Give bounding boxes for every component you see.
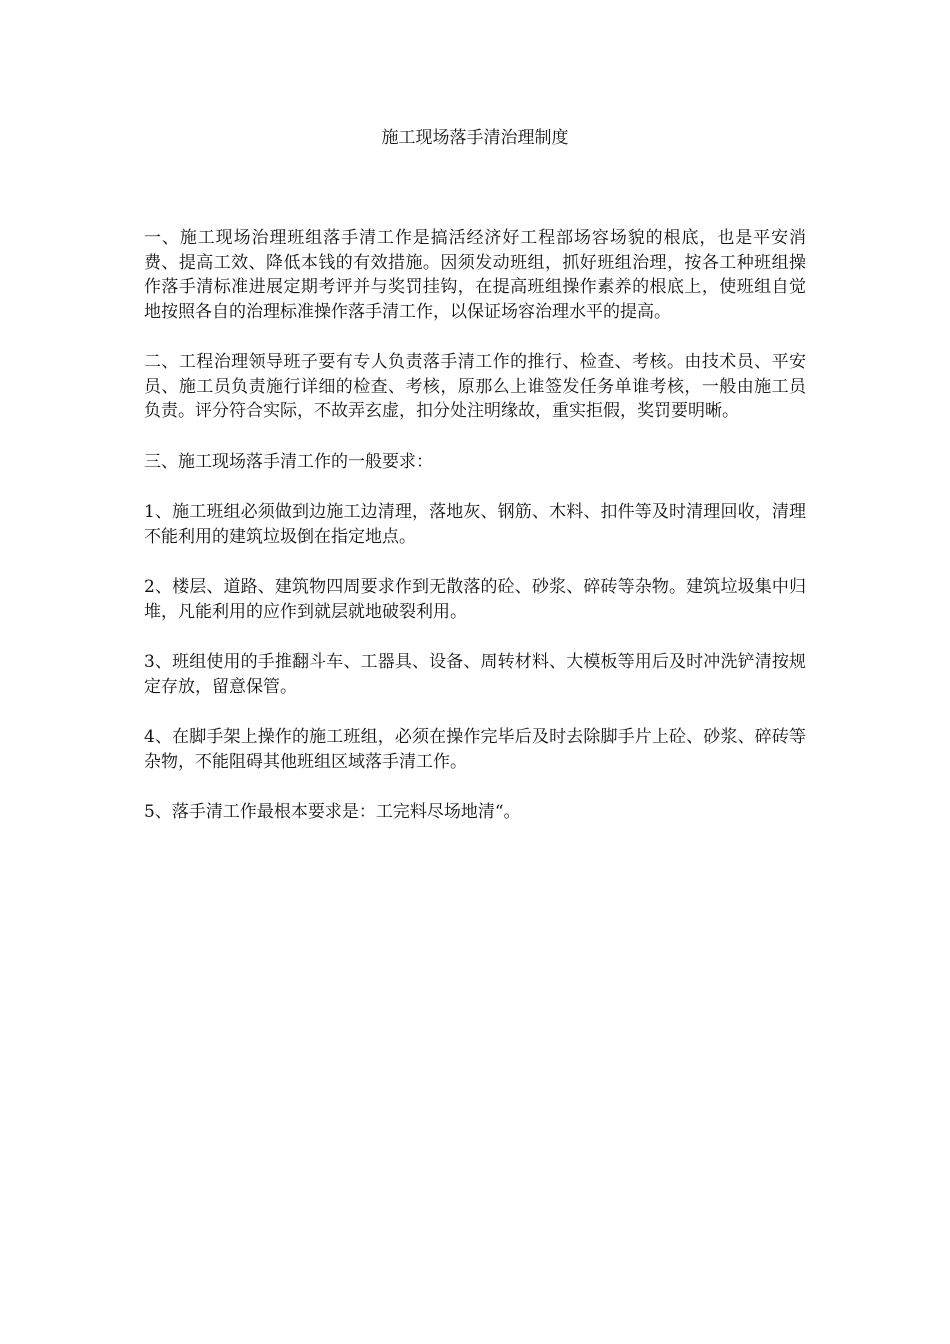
paragraph-3: 三、施工现场落手清工作的一般要求： bbox=[144, 451, 433, 472]
document-title: 施工现场落手清治理制度 bbox=[381, 128, 569, 148]
paragraph-5: 2、楼层、道路、建筑物四周要求作到无散落的砼、砂浆、碎砖等杂物。建筑垃圾集中归堆，凡能利用的应作到就层就地破裂利用。 bbox=[144, 577, 806, 622]
paragraph-8: 5、落手清工作最根本要求是：工完料尽场地清“。 bbox=[144, 802, 521, 822]
paragraph-6: 3、班组使用的手推翻斗车、工器具、设备、周转材料、大模板等用后及时冲洗铲清按规定存放，留意保管。 bbox=[144, 652, 806, 697]
paragraph-7: 4、在脚手架上操作的施工班组，必须在操作完毕后及时去除脚手片上砼、砂浆、碎砖等杂物，不能阻碍其他班组区域落手清工作。 bbox=[144, 727, 806, 772]
paragraph-2: 二、工程治理领导班子要有专人负责落手清工作的推行、检查、考核。由技术员、平安员、施工员负责施行详细的检查、考核，原那么上谁签发任务单谁考核，一般由施工员负责。评分符合实际，不故弄玄虚，扣分处注明缘故，重实拒假，奖罚要明晰。 bbox=[144, 352, 806, 421]
paragraph-1: 一、施工现场治理班组落手清工作是搞活经济好工程部场容场貌的根底，也是平安消费、提高工效、降低本钱的有效措施。因须发动班组，抓好班组治理，按各工种班组操作落手清标准进展定期考评并与奖罚挂钩，在提高班组操作素养的根底上，使班组自觉地按照各自的治理标准操作落手清工作，以保证场容治理水平的提高。 bbox=[144, 228, 806, 322]
document-body bbox=[144, 226, 806, 851]
paragraph-4: 1、施工班组必须做到边施工边清理，落地灰、钢筋、木料、扣件等及时清理回收，清理不能利用的建筑垃圾倒在指定地点。 bbox=[144, 502, 806, 547]
